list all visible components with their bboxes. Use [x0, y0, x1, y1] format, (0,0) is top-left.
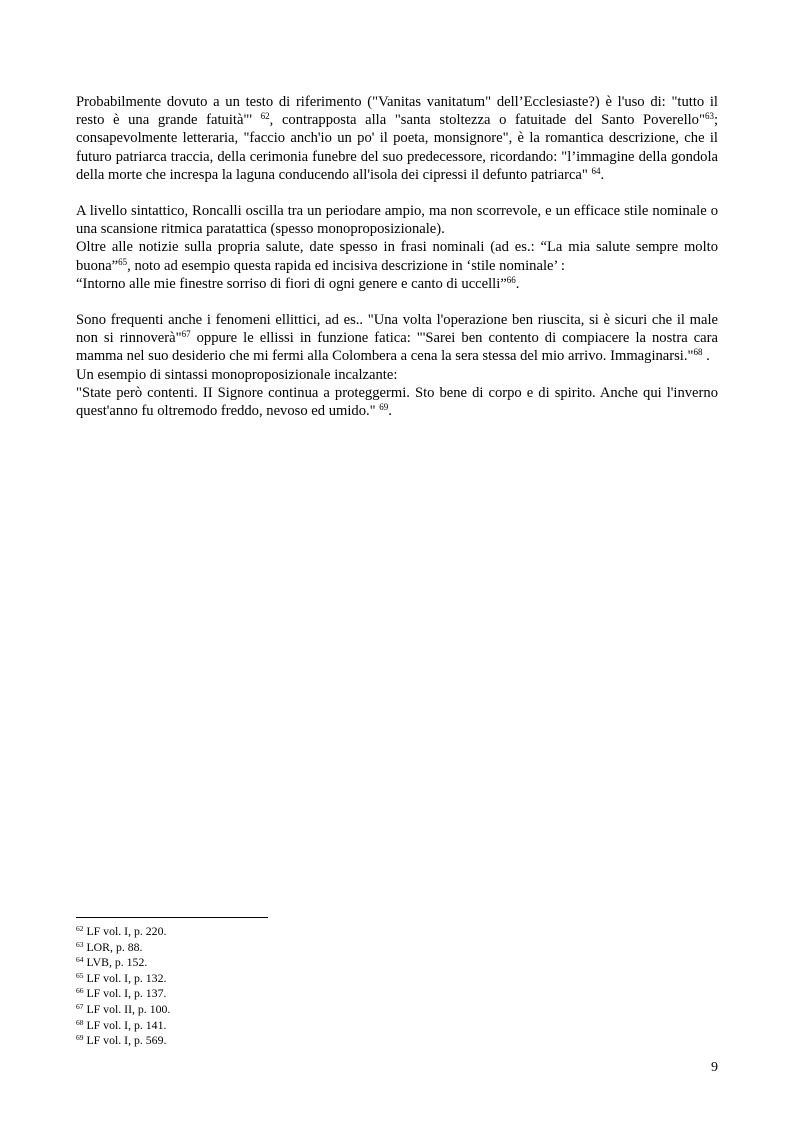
footnote-separator	[76, 917, 268, 918]
footnote	[76, 955, 476, 971]
footnote-reference[interactable]: 67	[181, 329, 191, 340]
footnote-text: LF vol. I, p. 137.	[86, 986, 167, 1001]
footnotes	[76, 924, 476, 1049]
footnote-text: LF vol. I, p. 132.	[86, 970, 167, 985]
paragraph	[76, 366, 718, 384]
page-number: 9	[711, 1060, 718, 1075]
paragraph	[76, 311, 718, 366]
paragraph-text: A livello sintattico, Roncalli oscilla tra un periodare ampio, ma non scorrevole, e un efficace stile nominale o una scansione ritmica paratattica (spesso monoproposizionale).	[76, 203, 718, 238]
footnote-reference[interactable]: 62	[260, 111, 270, 122]
paragraph-text: .	[702, 348, 710, 365]
footnote	[76, 1002, 476, 1018]
footnote-number: 69	[76, 1033, 84, 1043]
paragraph-text: .	[388, 403, 392, 420]
paragraph-text: Probabilmente dovuto a un testo di riferimento ("Vanitas vanitatum" dell’Ecclesiaste?) è l'uso di: "tutto il resto è una grande fatuità"'	[76, 94, 718, 129]
footnote-number: 66	[76, 986, 84, 996]
footnote-number: 64	[76, 955, 84, 965]
footnote	[76, 1018, 476, 1034]
footnote-number: 67	[76, 1001, 84, 1011]
footnote-reference[interactable]: 69	[379, 402, 389, 413]
footnote	[76, 986, 476, 1002]
paragraph	[76, 275, 718, 293]
paragraph-text: "State però contenti. II Signore continua a proteggermi. Sto bene di corpo e di spirito. Anche qui l'inverno quest'anno fu oltremodo freddo, nevoso ed umido."	[76, 384, 718, 420]
footnote-number: 65	[76, 970, 84, 980]
body-text	[76, 93, 718, 420]
paragraph	[76, 384, 718, 420]
footnote-number: 62	[76, 924, 84, 933]
footnote	[76, 1033, 476, 1049]
footnote-text: LF vol. II, p. 100.	[86, 1001, 171, 1016]
footnote-reference[interactable]: 66	[506, 274, 516, 285]
paragraph-text: , contrapposta alla "santa stoltezza o fatuitade del Santo Poverello"	[269, 112, 705, 129]
footnote-text: LF vol. I, p. 569.	[86, 1033, 167, 1048]
footnote	[76, 924, 476, 940]
paragraph-text: Oltre alle notizie sulla propria salute, date spesso in frasi nominali (ad es.: “La mia salute sempre molto buona”	[76, 239, 718, 274]
footnote-reference[interactable]: 63	[704, 111, 714, 122]
footnote-reference[interactable]: 68	[693, 347, 703, 358]
paragraph	[76, 238, 718, 274]
footnote-text: LF vol. I, p. 220.	[86, 924, 167, 938]
paragraph-text: oppure le ellissi in funzione fatica: "'Sarei ben contento di compiacere la nostra cara mamma nel suo desiderio che mi fermi alla Colombera a cena la sera stessa del mio arrivo. Immaginarsi."	[76, 330, 719, 365]
footnote-number: 68	[76, 1017, 84, 1027]
paragraph-text: Sono frequenti anche i fenomeni ellittici, ad es.. "Una volta l'operazione ben riuscita, si è sicuri che il male non si rinnoverà"	[76, 312, 718, 347]
paragraph-text: “Intorno alle mie finestre sorriso di fiori di ogni genere e canto di uccelli”	[76, 275, 507, 292]
paragraph-text: Un esempio di sintassi monoproposizionale incalzante:	[76, 366, 398, 383]
paragraph-text: , noto ad esempio questa rapida ed incisiva descrizione in ‘stile nominale’ :	[127, 257, 565, 274]
footnote-text: LVB, p. 152.	[86, 955, 148, 970]
footnote	[76, 940, 476, 956]
footnote-number: 63	[76, 939, 84, 949]
paragraph-text: .	[515, 275, 520, 292]
footnote-text: LF vol. I, p. 141.	[86, 1017, 167, 1032]
footnote-reference[interactable]: 65	[118, 256, 128, 267]
footnote-text: LOR, p. 88.	[86, 939, 143, 954]
paragraph	[76, 202, 718, 238]
paragraph	[76, 93, 718, 184]
footnote	[76, 971, 476, 987]
footnote-reference[interactable]: 64	[591, 165, 601, 176]
paragraph-text: .	[600, 166, 605, 183]
paragraph-text: ; consapevolmente letteraria, "faccio anch'io un po' il poeta, monsignore", è la romantica descrizione, che il futuro patriarca traccia, della cerimonia funebre del suo predecessore, ricordando: "l’immagine della gondola della morte che increspa la laguna conducendo all'isola dei cipressi il defunto patriarca"	[76, 112, 718, 183]
